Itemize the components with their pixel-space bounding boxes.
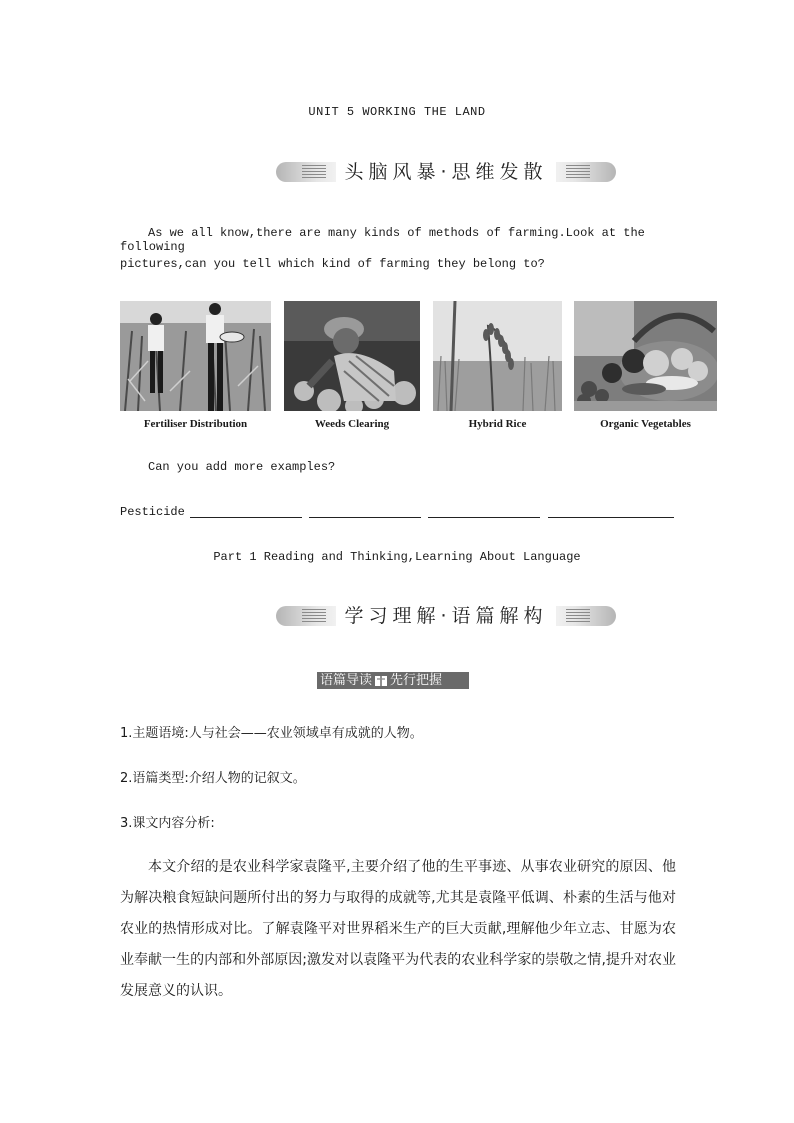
- intro-line-2: pictures,can you tell which kind of farming they belong to?: [120, 257, 545, 271]
- analysis-paragraph: 本文介绍的是农业科学家袁隆平,主要介绍了他的生平事迹、从事农业研究的原因、他为解决粮食短缺问题所付出的努力与取得的成就等,尤其是袁隆平低调、朴素的生活与他对农业的热情形成对比。了解袁隆平对世界稻米生产的巨大贡献,理解他少年立志、甘愿为农业奉献一生的内部和外部原因;激发对以袁隆平为代表的农业科学家的崇敬之情,提升对农业发展意义的认识。: [120, 859, 676, 999]
- answer-blank-3[interactable]: [428, 517, 540, 518]
- part-title: Part 1 Reading and Thinking,Learning About Language: [213, 550, 581, 564]
- intro-line-1: As we all know,there are many kinds of methods of farming.Look at the following: [120, 226, 645, 254]
- caption-hybrid-rice: Hybrid Rice: [468, 418, 527, 430]
- banner-title: 头脑风暴·思维发散: [336, 161, 555, 183]
- book-icon: [375, 675, 387, 687]
- answer-blank-2[interactable]: [309, 517, 421, 518]
- unit-title: UNIT 5 WORKING THE LAND: [308, 105, 486, 119]
- item-content-analysis: 3.课文内容分析:: [120, 816, 215, 831]
- photo-weeds-clearing: [284, 301, 420, 411]
- guide-badge-right: 先行把握: [390, 673, 443, 688]
- answer-blank-4[interactable]: [548, 517, 674, 518]
- section-banner-understanding: [276, 603, 616, 629]
- caption-weeds-clearing: Weeds Clearing: [314, 418, 390, 430]
- photo-fertiliser-distribution: [120, 301, 271, 411]
- answer-blank-1[interactable]: [190, 517, 302, 518]
- section-banner-brainstorm: [276, 159, 616, 185]
- caption-organic-vegetables: Organic Vegetables: [600, 418, 691, 430]
- guide-badge-left: 语篇导读: [320, 673, 373, 688]
- item-text-type: 2.语篇类型:介绍人物的记叙文。: [120, 771, 306, 786]
- guide-badge: [317, 672, 469, 689]
- caption-fertiliser-distribution: Fertiliser Distribution: [143, 418, 248, 430]
- banner-title: 学习理解·语篇解构: [336, 605, 555, 627]
- more-examples-question: Can you add more examples?: [148, 460, 336, 474]
- item-theme-context: 1.主题语境:人与社会——农业领域卓有成就的人物。: [120, 726, 423, 741]
- pesticide-label: Pesticide: [120, 505, 185, 519]
- photo-hybrid-rice: [433, 301, 562, 411]
- photo-organic-vegetables: [574, 301, 717, 411]
